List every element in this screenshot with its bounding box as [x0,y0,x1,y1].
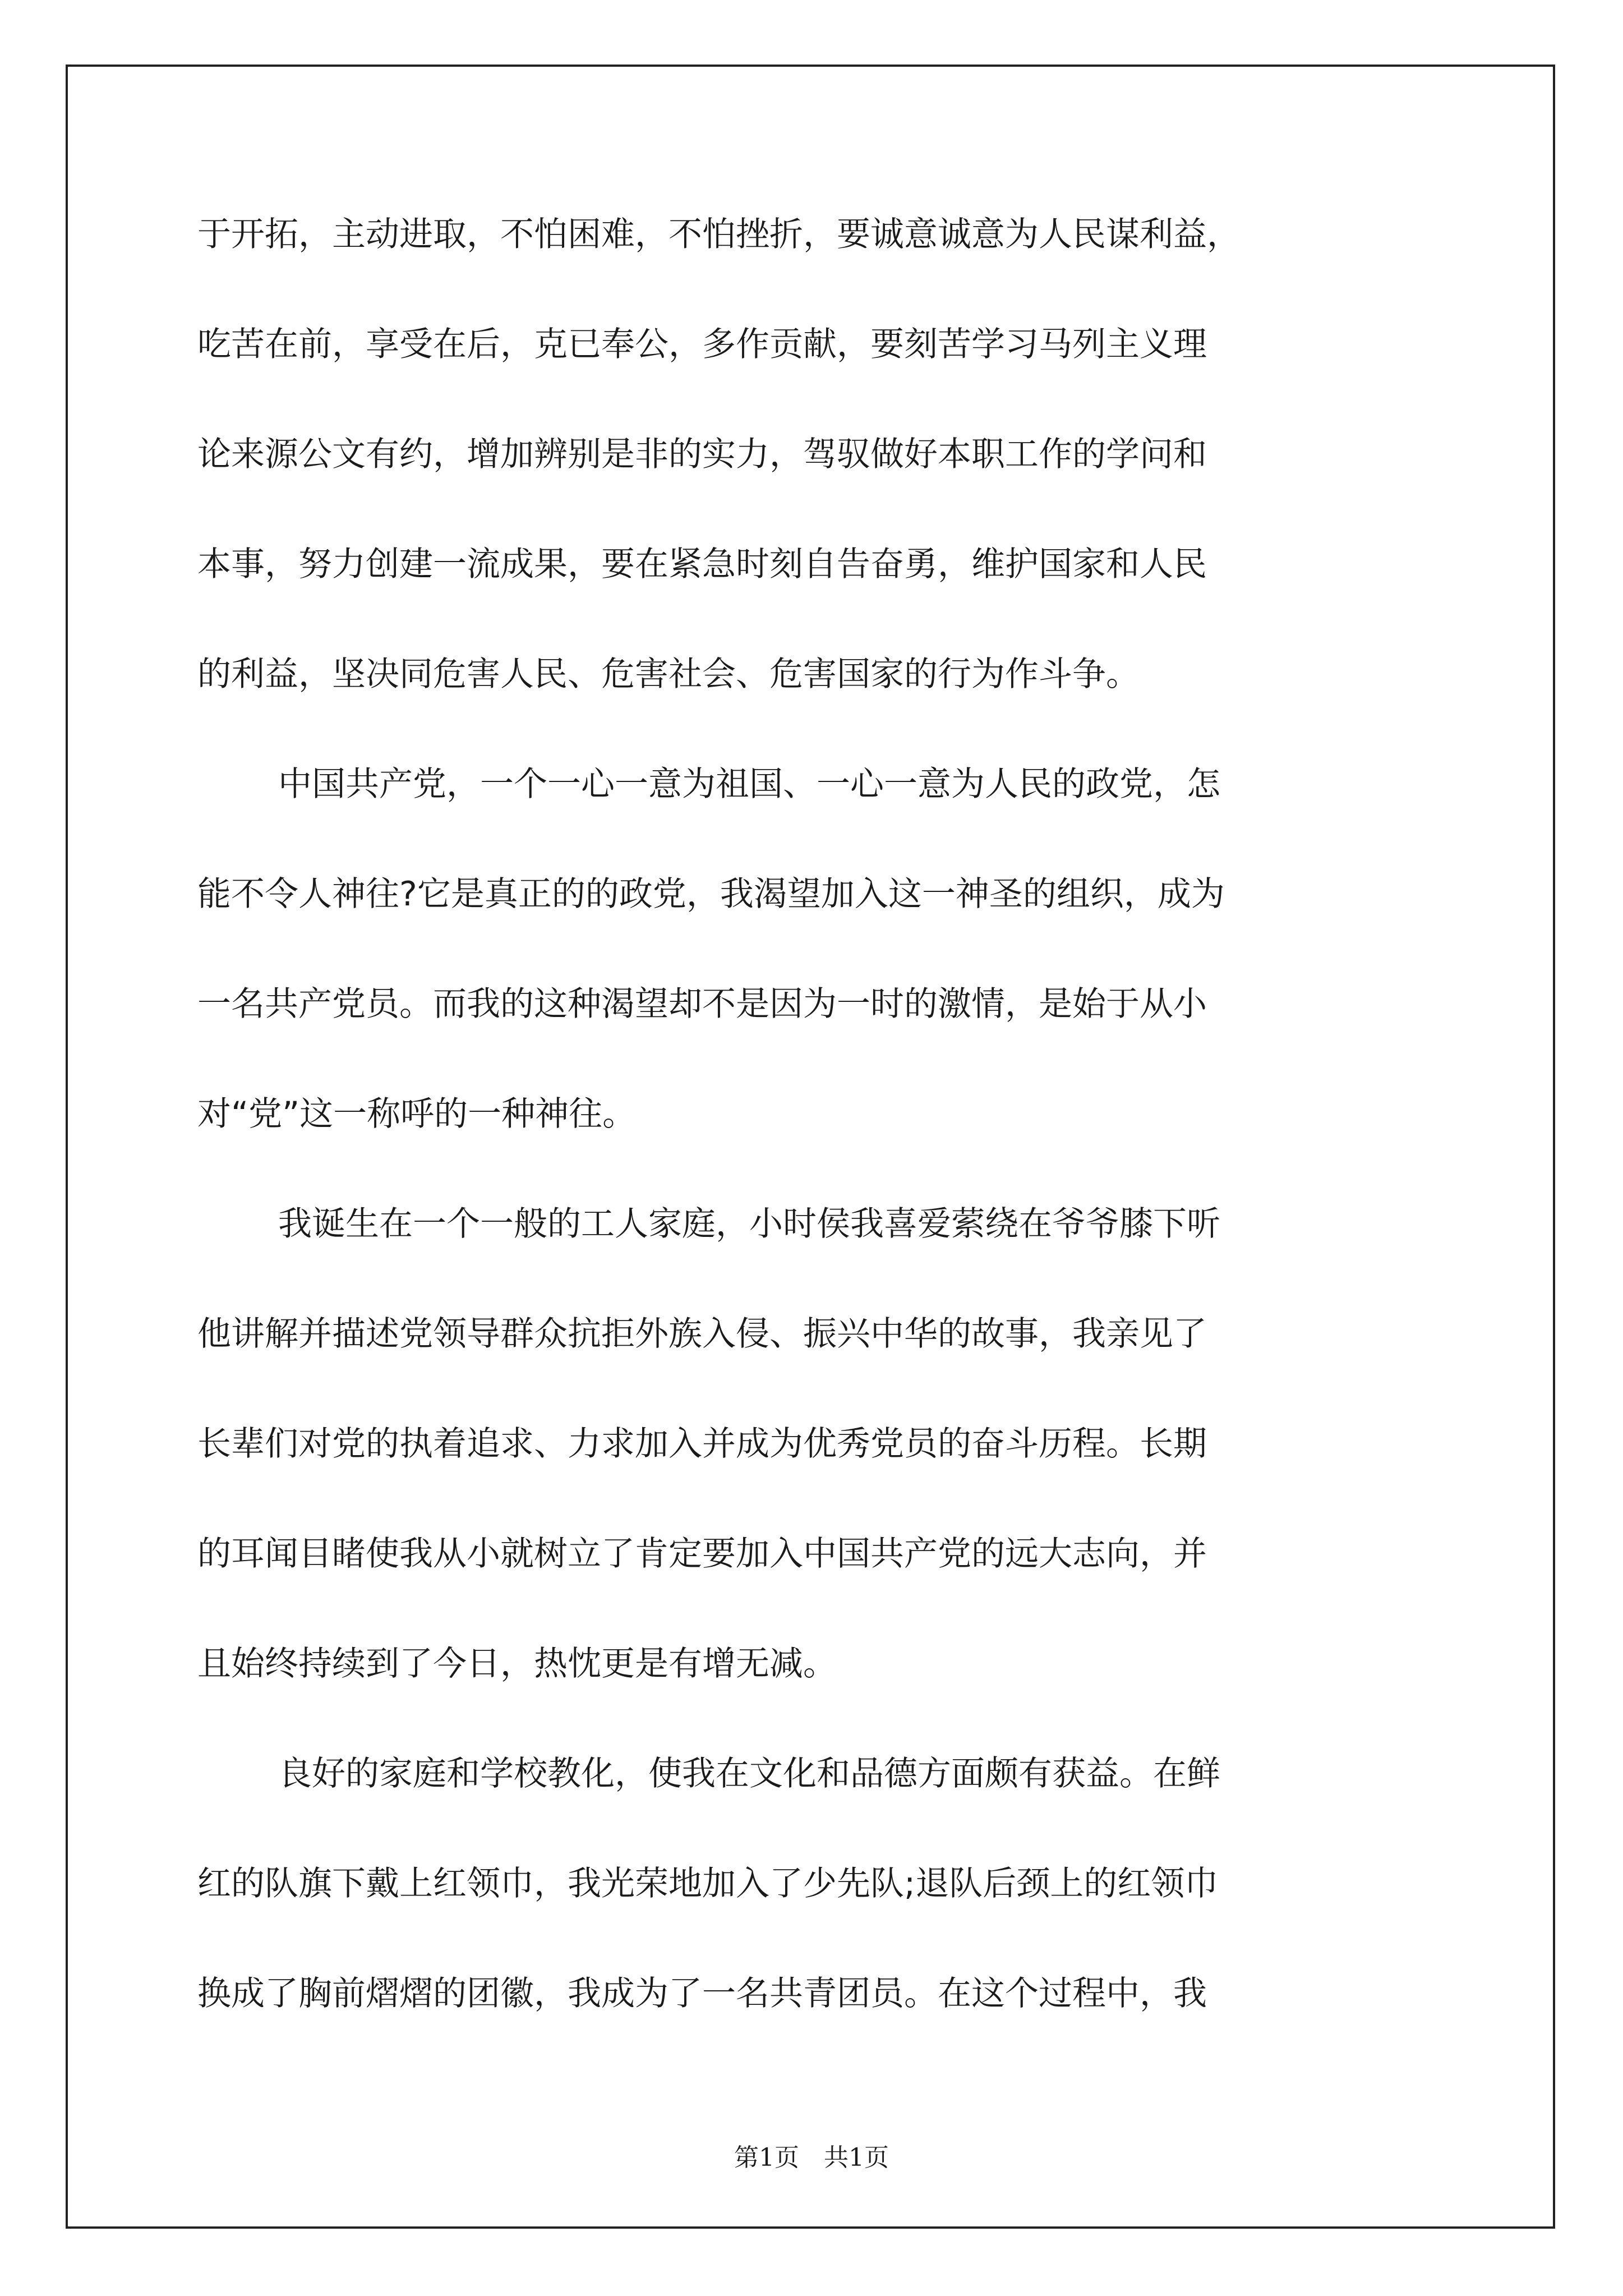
text-line: 对“党”这一称呼的一种神往。 [197,1094,637,1134]
text-line: 的耳闻目睹使我从小就树立了肯定要加入中国共产党的远大志向，并 [197,1534,1207,1573]
text-line: 我诞生在一个一般的工人家庭，小时侯我喜爱萦绕在爷爷膝下听 [278,1204,1220,1244]
text-line: 能不令人神往?它是真正的的政党，我渴望加入这一神圣的组织，成为 [197,875,1225,914]
text-line: 良好的家庭和学校教化，使我在文化和品德方面颇有获益。在鲜 [278,1754,1220,1793]
text-line: 于开拓，主动进取，不怕困难，不怕挫折，要诚意诚意为人民谋利益， [197,215,1241,254]
text-line: 他讲解并描述党领导群众抗拒外族入侵、振兴中华的故事，我亲见了 [197,1314,1207,1354]
text-line: 一名共产党员。而我的这种渴望却不是因为一时的激情，是始于从小 [197,984,1207,1024]
paragraph-3 [197,1169,1431,1719]
paragraph-1 [197,180,1431,729]
text-line: 红的队旗下戴上红领巾，我光荣地加入了少先队;退队后颈上的红领巾 [197,1864,1219,1903]
page-number-footer: 第1页 共1页 [734,2143,889,2172]
text-line: 且始终持续到了今日，热忱更是有增无减。 [197,1644,837,1683]
paragraph-2 [197,729,1431,1169]
document-body [197,180,1431,2049]
paragraph-4 [197,1719,1431,2049]
text-line: 长辈们对党的执着追求、力求加入并成为优秀党员的奋斗历程。长期 [197,1424,1207,1464]
text-line: 换成了胸前熠熠的团徽，我成为了一名共青团员。在这个过程中，我 [197,1974,1207,2013]
text-line: 吃苦在前，享受在后，克已奉公，多作贡献，要刻苦学习马列主义理 [197,325,1207,364]
text-line: 论来源公文有约，增加辨别是非的实力，驾驭做好本职工作的学问和 [197,435,1207,474]
text-line: 本事，努力创建一流成果，要在紧急时刻自告奋勇，维护国家和人民 [197,545,1207,584]
text-line: 中国共产党，一个一心一意为祖国、一心一意为人民的政党，怎 [278,765,1220,804]
text-line: 的利益，坚决同危害人民、危害社会、危害国家的行为作斗争。 [197,655,1140,694]
